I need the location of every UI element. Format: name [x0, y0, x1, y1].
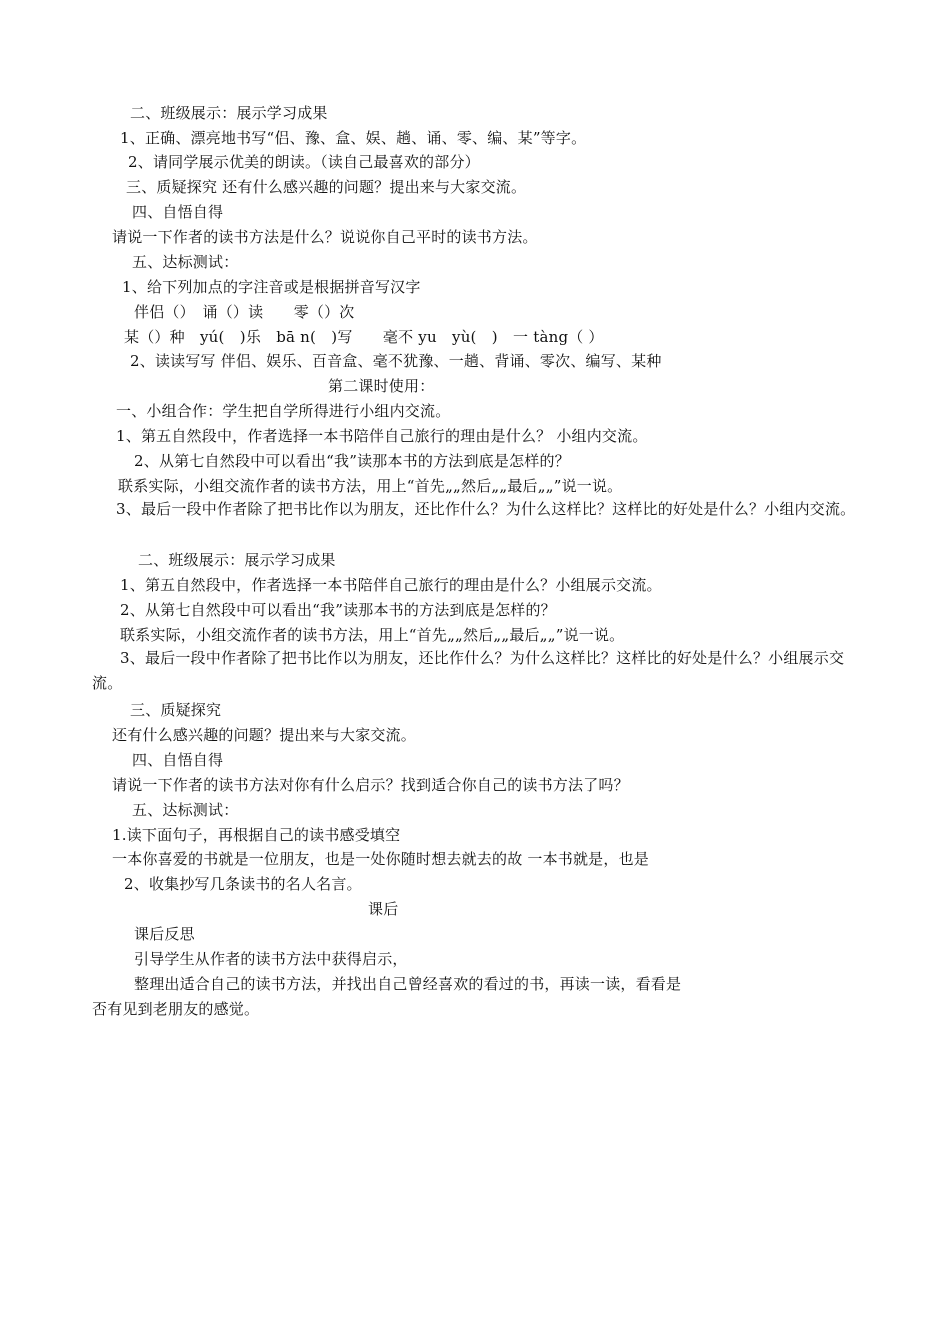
- text-line: 联系实际，小组交流作者的读书方法，用上“首先„„然后„„最后„„”说一说。: [120, 626, 625, 644]
- text-line: 2、从第七自然段中可以看出“我”读那本书的方法到底是怎样的？: [134, 452, 570, 470]
- text-line: 某（）种 yú( )乐 bā n( )写 毫不 yu yù( ) 一 tàng（ ）: [124, 328, 604, 346]
- text-paragraph: 3、最后一段中作者除了把书比作以为朋友，还比作什么？为什么这样比？这样比的好处是什么？小组展示交流。: [92, 649, 845, 692]
- text-paragraph: 3、最后一段中作者除了把书比作以为朋友，还比作什么？为什么这样比？这样比的好处是什么？小组内交流。: [116, 500, 856, 518]
- text-line: 1、第五自然段中，作者选择一本书陪伴自己旅行的理由是什么？ 小组内交流。: [116, 427, 648, 445]
- section-title: 第二课时使用：: [328, 377, 435, 395]
- text-line: 1、给下列加点的字注音或是根据拼音写汉字: [122, 278, 421, 296]
- text-line: 请说一下作者的读书方法是什么？说说你自己平时的读书方法。: [112, 228, 538, 246]
- section-heading: 四、自悟自得: [132, 203, 224, 221]
- text-line: 还有什么感兴趣的问题？提出来与大家交流。: [112, 726, 417, 744]
- text-line: 引导学生从作者的读书方法中获得启示，: [134, 950, 408, 968]
- text-line: 三、质疑探究 还有什么感兴趣的问题？提出来与大家交流。: [126, 178, 527, 196]
- section-title: 课后: [368, 900, 399, 918]
- section-heading: 五、达标测试：: [132, 253, 239, 271]
- text-line: 1.读下面句子，再根据自己的读书感受填空: [112, 826, 401, 844]
- text-line: 伴侣（） 诵（）读 零（）次: [134, 303, 355, 321]
- text-line: 整理出适合自己的读书方法，并找出自己曾经喜欢的看过的书，再读一读，看看是: [134, 975, 682, 993]
- section-heading: 一、小组合作：学生把自学所得进行小组内交流。: [116, 402, 451, 420]
- section-heading: 二、班级展示：展示学习成果: [138, 551, 336, 569]
- section-heading: 五、达标测试：: [132, 801, 239, 819]
- text-line: 2、收集抄写几条读书的名人名言。: [124, 875, 362, 893]
- section-heading: 三、质疑探究: [130, 701, 222, 719]
- text-line: 2、请同学展示优美的朗读。（读自己最喜欢的部分）: [128, 153, 480, 171]
- text-line: 1、正确、漂亮地书写“侣、豫、盒、娱、趟、诵、零、编、某”等字。: [120, 129, 587, 147]
- section-heading: 四、自悟自得: [132, 751, 224, 769]
- text-line: 联系实际，小组交流作者的读书方法，用上“首先„„然后„„最后„„”说一说。: [118, 477, 623, 495]
- section-heading: 二、班级展示：展示学习成果: [130, 104, 328, 122]
- text-line: 2、从第七自然段中可以看出“我”读那本书的方法到底是怎样的？: [120, 601, 556, 619]
- text-line: 请说一下作者的读书方法对你有什么启示？找到适合你自己的读书方法了吗？: [112, 776, 629, 794]
- text-line: 1、第五自然段中，作者选择一本书陪伴自己旅行的理由是什么？小组展示交流。: [120, 576, 662, 594]
- text-line: 一本你喜爱的书就是一位朋友，也是一处你随时想去就去的故 一本书就是，也是: [112, 850, 649, 868]
- text-line: 否有见到老朋友的感觉。: [92, 1000, 260, 1018]
- section-heading: 课后反思: [134, 925, 195, 943]
- text-line: 2、读读写写 伴侣、娱乐、百音盒、毫不犹豫、一趟、背诵、零次、编写、某种: [130, 352, 662, 370]
